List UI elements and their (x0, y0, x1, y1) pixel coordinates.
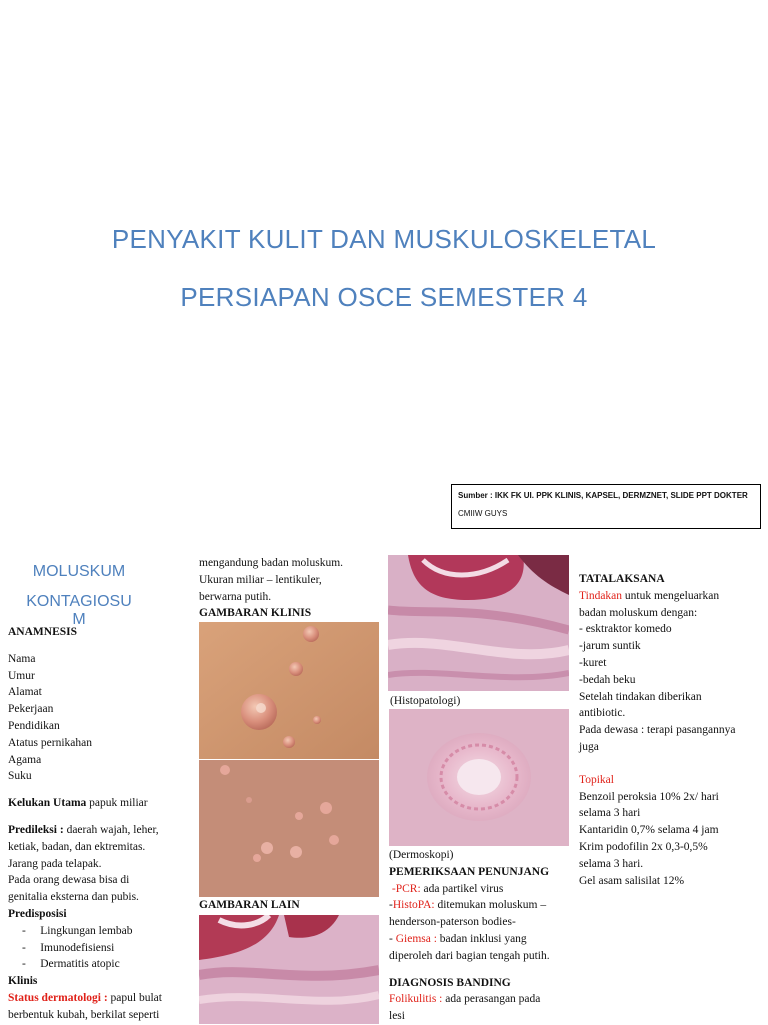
gambaran-klinis-heading: GAMBARAN KLINIS (199, 607, 312, 620)
tindakan-text: Pada dewasa : terapi pasangannya (579, 724, 736, 737)
predisposisi-heading: Predisposisi (8, 907, 67, 920)
topic-line: KONTAGIOSU (26, 593, 132, 610)
histopa-value: ditemukan moluskum – (434, 899, 547, 912)
clinical-photo-1 (199, 622, 379, 759)
anamnesis-heading: ANAMNESIS (8, 626, 78, 638)
intro-line: mengandung badan moluskum. (199, 557, 344, 569)
keluhan-value: papuk miliar (86, 797, 148, 810)
pcr-label: -PCR: (391, 882, 421, 895)
list-item: Pekerjaan (8, 703, 54, 716)
topikal-text: selama 3 hari (579, 807, 641, 820)
tindakan-text: Setelah tindakan diberikan (579, 690, 702, 703)
list-item: Agama (8, 753, 42, 766)
folikulitis-cont: lesi (389, 1010, 405, 1023)
tatalaksana-heading: TATALAKSANA (579, 573, 665, 585)
folikulitis-line (389, 991, 579, 1008)
dermo-caption: (Dermoskopi) (389, 849, 454, 861)
klinis-heading: Klinis (8, 975, 38, 988)
topic-heading (14, 560, 144, 632)
pcr-line (389, 881, 579, 898)
penunjang-heading: PEMERIKSAAN PENUNJANG (389, 865, 550, 878)
tindakan-text: -bedah beku (579, 673, 636, 686)
topic-line: MOLUSKUM (32, 563, 126, 580)
folikulitis-label: Folikulitis : (389, 993, 443, 1006)
tindakan-line (579, 588, 764, 605)
predileksi-label: Predileksi : (8, 823, 64, 836)
source-box (451, 484, 761, 529)
predileksi (8, 822, 188, 839)
predileksi-text: genitalia eksterna dan pubis. (8, 891, 139, 904)
tindakan-text: antibiotic. (579, 707, 626, 720)
status-value: papul bulat (107, 991, 162, 1004)
tindakan-text: - esktraktor komedo (579, 623, 672, 636)
topikal-text: Krim podofilin 2x 0,3-0,5% (579, 840, 708, 853)
intro-line: berwarna putih. (199, 590, 272, 603)
source-note: CMIIW GUYS (458, 509, 508, 518)
tindakan-text: juga (579, 740, 599, 753)
topikal-text: Gel asam salisilat 12% (579, 874, 685, 887)
histopa-cont: henderson-paterson bodies- (389, 916, 516, 929)
status-dermatologi (8, 990, 188, 1007)
predileksi-text: Jarang pada telapak. (8, 857, 102, 870)
giemsa-cont: diperoleh dari bagian tengah putih. (389, 949, 550, 962)
pcr-value: ada partikel virus (420, 882, 504, 895)
clinical-photo-2 (199, 760, 379, 897)
keluhan-utama (8, 795, 188, 812)
column-penunjang (389, 847, 579, 1025)
predileksi-text: Pada orang dewasa bisa di (8, 874, 130, 887)
histo-caption: (Histopatologi) (390, 695, 461, 707)
topikal-text: selama 3 hari. (579, 857, 644, 870)
banding-heading: DIAGNOSIS BANDING (389, 976, 511, 989)
gambaran-lain-block (199, 897, 379, 914)
status-cont: berbentuk kubah, berkilat seperti (8, 1008, 160, 1021)
column-anamnesis (8, 624, 188, 1024)
keluhan-label: Kelukan Utama (8, 797, 87, 810)
topikal-text: Benzoil peroksia 10% 2x/ hari (579, 790, 719, 803)
folikulitis-value: ada perasangan pada (442, 993, 541, 1006)
giemsa-label: Giemsa : (395, 932, 437, 945)
list-item: Umur (8, 669, 35, 682)
source-line: Sumber : IKK FK UI. PPK KLINIS, KAPSEL, DERMZNET, SLIDE PPT DOKTER (458, 491, 748, 500)
tindakan-text: -jarum suntik (579, 640, 641, 653)
status-label: Status dermatologi : (8, 991, 108, 1004)
tindakan-value: untuk mengeluarkan (622, 589, 720, 602)
list-item: - Imunodefisiensi (22, 941, 115, 954)
tindakan-label: Tindakan (579, 589, 623, 602)
topikal-heading: Topikal (579, 773, 614, 786)
column-tatalaksana (579, 571, 764, 889)
intro-line: Ukuran miliar – lentikuler, (199, 573, 322, 586)
column-gambaran (199, 555, 379, 622)
list-item: - Dermatitis atopic (22, 958, 120, 971)
histo-caption-block (390, 693, 570, 710)
predileksi-text: daerah wajah, leher, (63, 823, 159, 836)
giemsa-line: - Giemsa : badan inklusi yang (389, 932, 527, 945)
list-item: Atatus pernikahan (8, 736, 92, 749)
histology-photo-1 (388, 555, 569, 691)
topikal-text: Kantaridin 0,7% selama 4 jam (579, 824, 719, 837)
predileksi-text: ketiak, badan, dan ektremitas. (8, 840, 146, 853)
histopa-line: -HistoPA: ditemukan moluskum – (389, 899, 547, 912)
tindakan-text: -kuret (579, 656, 607, 669)
list-item: Pendidikan (8, 719, 60, 732)
dermoscopy-photo (389, 709, 569, 846)
gambaran-lain-heading: GAMBARAN LAIN (199, 899, 300, 911)
list-item: - Lingkungan lembab (22, 924, 133, 937)
topic-line: M (72, 611, 86, 628)
list-item: Nama (8, 652, 36, 665)
giemsa-value: badan inklusi yang (436, 932, 527, 945)
page-subtitle: PERSIAPAN OSCE SEMESTER 4 (180, 282, 588, 312)
tindakan-text: badan moluskum dengan: (579, 606, 698, 619)
histology-photo-2 (199, 915, 379, 1024)
list-item: Alamat (8, 686, 42, 699)
histopa-label: HistoPA: (392, 899, 435, 912)
page-title: PENYAKIT KULIT DAN MUSKULOSKELETAL (111, 224, 657, 254)
list-item: Suku (8, 770, 32, 783)
